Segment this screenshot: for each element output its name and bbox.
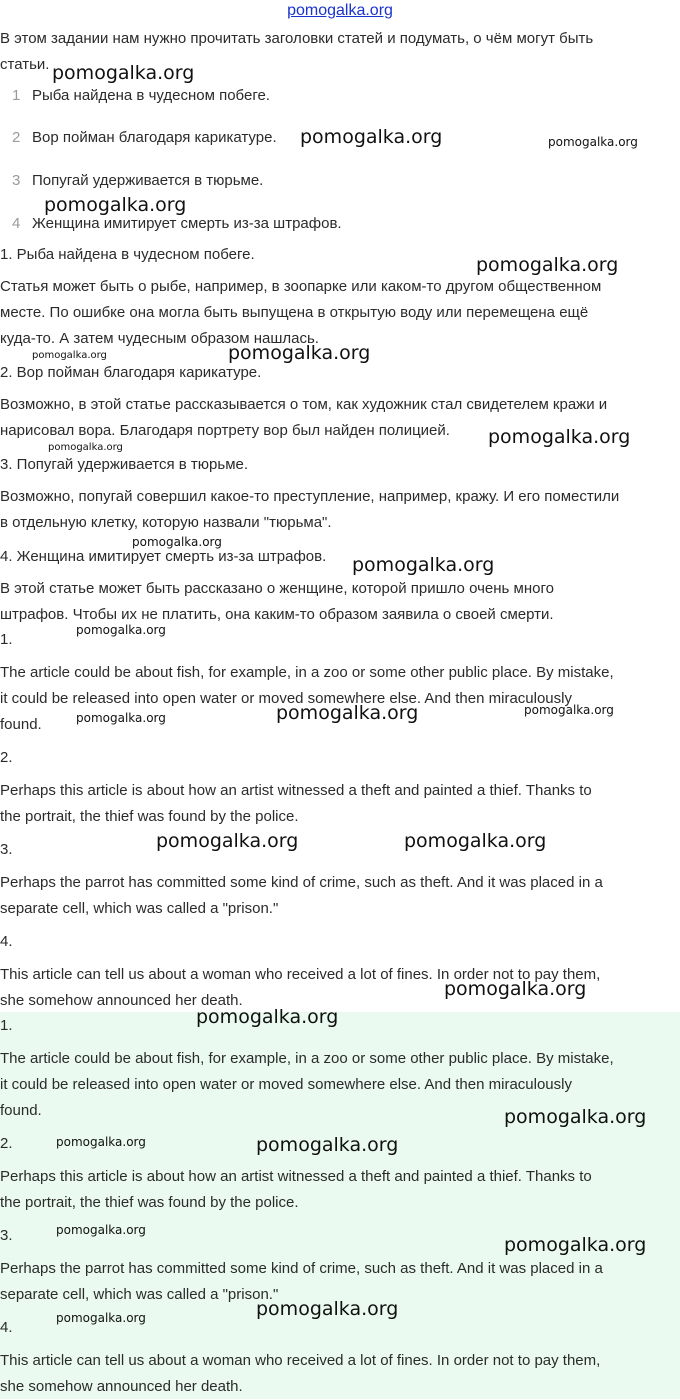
watermark: pomogalka.org (196, 1006, 339, 1028)
ru-answer-line: куда-то. А затем чудесным образом нашлась. (0, 330, 319, 347)
watermark: pomogalka.org (132, 535, 222, 549)
en-answer-line: it could be released into open water or moved somewhere else. And then miraculously (0, 690, 572, 707)
watermark: pomogalka.org (404, 830, 547, 852)
ru-answer-heading: 3. Попугай удерживается в тюрьме. (0, 456, 249, 473)
en-answer-line: separate cell, which was called a "prison." (0, 1286, 279, 1303)
ru-answer-heading: 2. Вор пойман благодаря карикатуре. (0, 364, 262, 381)
en-answer-line: she somehow announced her death. (0, 1378, 243, 1395)
watermark: pomogalka.org (444, 978, 587, 1000)
en-answer-number: 1. (0, 631, 13, 648)
en-answer-line: she somehow announced her death. (0, 992, 243, 1009)
en-answer-line: the portrait, the thief was found by the police. (0, 1194, 299, 1211)
watermark: pomogalka.org (76, 623, 166, 637)
headline-number: 1 (12, 87, 21, 104)
ru-answer-line: Возможно, в этой статье рассказывается о том, как художник стал свидетелем кражи и (0, 396, 608, 413)
ru-answer-line: месте. По ошибке она могла быть выпущена в открытую воду или перемещена ещё (0, 304, 589, 321)
en-answer-number: 3. (0, 841, 13, 858)
ru-answer-heading: 1. Рыба найдена в чудесном побеге. (0, 246, 255, 263)
watermark: pomogalka.org (352, 554, 495, 576)
en-answer-line: the portrait, the thief was found by the police. (0, 808, 299, 825)
watermark: pomogalka.org (76, 711, 166, 725)
watermark: pomogalka.org (488, 426, 631, 448)
headline-number: 3 (12, 172, 21, 189)
ru-answer-line: В этой статье может быть рассказано о женщине, которой пришло очень много (0, 580, 554, 597)
intro-line-2: статьи. (0, 56, 50, 73)
ru-answer-line: Возможно, попугай совершил какое-то преступление, например, кражу. И его поместили (0, 488, 620, 505)
watermark: pomogalka.org (48, 442, 123, 453)
watermark: pomogalka.org (504, 1106, 647, 1128)
en-answer-line: Perhaps the parrot has committed some kind of crime, such as theft. And it was placed in a (0, 874, 603, 891)
en-answer-line: Perhaps the parrot has committed some kind of crime, such as theft. And it was placed in a (0, 1260, 603, 1277)
en-answer-number: 4. (0, 1319, 13, 1336)
watermark: pomogalka.org (476, 254, 619, 276)
ru-answer-line: штрафов. Чтобы их не платить, она каким-то образом заявила о своей смерти. (0, 606, 554, 623)
en-answer-line: Perhaps this article is about how an artist witnessed a theft and painted a thief. Thanks to (0, 1168, 592, 1185)
watermark: pomogalka.org (256, 1298, 399, 1320)
en-answer-number: 2. (0, 749, 13, 766)
en-answer-line: found. (0, 1102, 42, 1119)
watermark: pomogalka.org (228, 342, 371, 364)
watermark: pomogalka.org (44, 194, 187, 216)
intro-line-1: В этом задании нам нужно прочитать заголовки статей и подумать, о чём могут быть (0, 30, 594, 47)
ru-answer-line: Статья может быть о рыбе, например, в зоопарке или каком-то другом общественном (0, 278, 602, 295)
en-answer-line: This article can tell us about a woman who received a lot of fines. In order not to pay them, (0, 1352, 601, 1369)
headline-number: 2 (12, 129, 21, 146)
watermark: pomogalka.org (276, 702, 419, 724)
en-answer-number: 3. (0, 1227, 13, 1244)
watermark: pomogalka.org (56, 1311, 146, 1325)
headline-text: Попугай удерживается в тюрьме. (32, 172, 264, 189)
watermark: pomogalka.org (256, 1134, 399, 1156)
watermark: pomogalka.org (300, 126, 443, 148)
en-answer-line: This article can tell us about a woman who received a lot of fines. In order not to pay them, (0, 966, 601, 983)
headline-text: Рыба найдена в чудесном побеге. (32, 87, 270, 104)
en-answer-line: The article could be about fish, for example, in a zoo or some other public place. By mistake, (0, 664, 614, 681)
site-link[interactable]: pomogalka.org (287, 2, 393, 19)
watermark: pomogalka.org (56, 1223, 146, 1237)
watermark: pomogalka.org (548, 135, 638, 149)
en-answer-line: Perhaps this article is about how an artist witnessed a theft and painted a thief. Thanks to (0, 782, 592, 799)
watermark: pomogalka.org (52, 62, 195, 84)
watermark: pomogalka.org (504, 1234, 647, 1256)
headline-text: Женщина имитирует смерть из-за штрафов. (32, 215, 342, 232)
en-answer-number: 4. (0, 933, 13, 950)
en-answer-number: 2. (0, 1135, 13, 1152)
headline-text: Вор пойман благодаря карикатуре. (32, 129, 277, 146)
en-answer-number: 1. (0, 1017, 13, 1034)
en-answer-line: The article could be about fish, for example, in a zoo or some other public place. By mistake, (0, 1050, 614, 1067)
headline-item (0, 83, 680, 109)
watermark: pomogalka.org (56, 1135, 146, 1149)
ru-answer-line: нарисовал вора. Благодаря портрету вор был найден полицией. (0, 422, 450, 439)
headline-number: 4 (12, 215, 21, 232)
watermark: pomogalka.org (32, 350, 107, 361)
en-answer-line: separate cell, which was called a "prison." (0, 900, 279, 917)
headline-item (0, 168, 680, 194)
ru-answer-heading: 4. Женщина имитирует смерть из-за штрафов. (0, 548, 327, 565)
en-answer-line: it could be released into open water or moved somewhere else. And then miraculously (0, 1076, 572, 1093)
en-answer-line: found. (0, 716, 42, 733)
ru-answer-line: в отдельную клетку, которую назвали "тюрьма". (0, 514, 332, 531)
watermark: pomogalka.org (524, 703, 614, 717)
watermark: pomogalka.org (156, 830, 299, 852)
